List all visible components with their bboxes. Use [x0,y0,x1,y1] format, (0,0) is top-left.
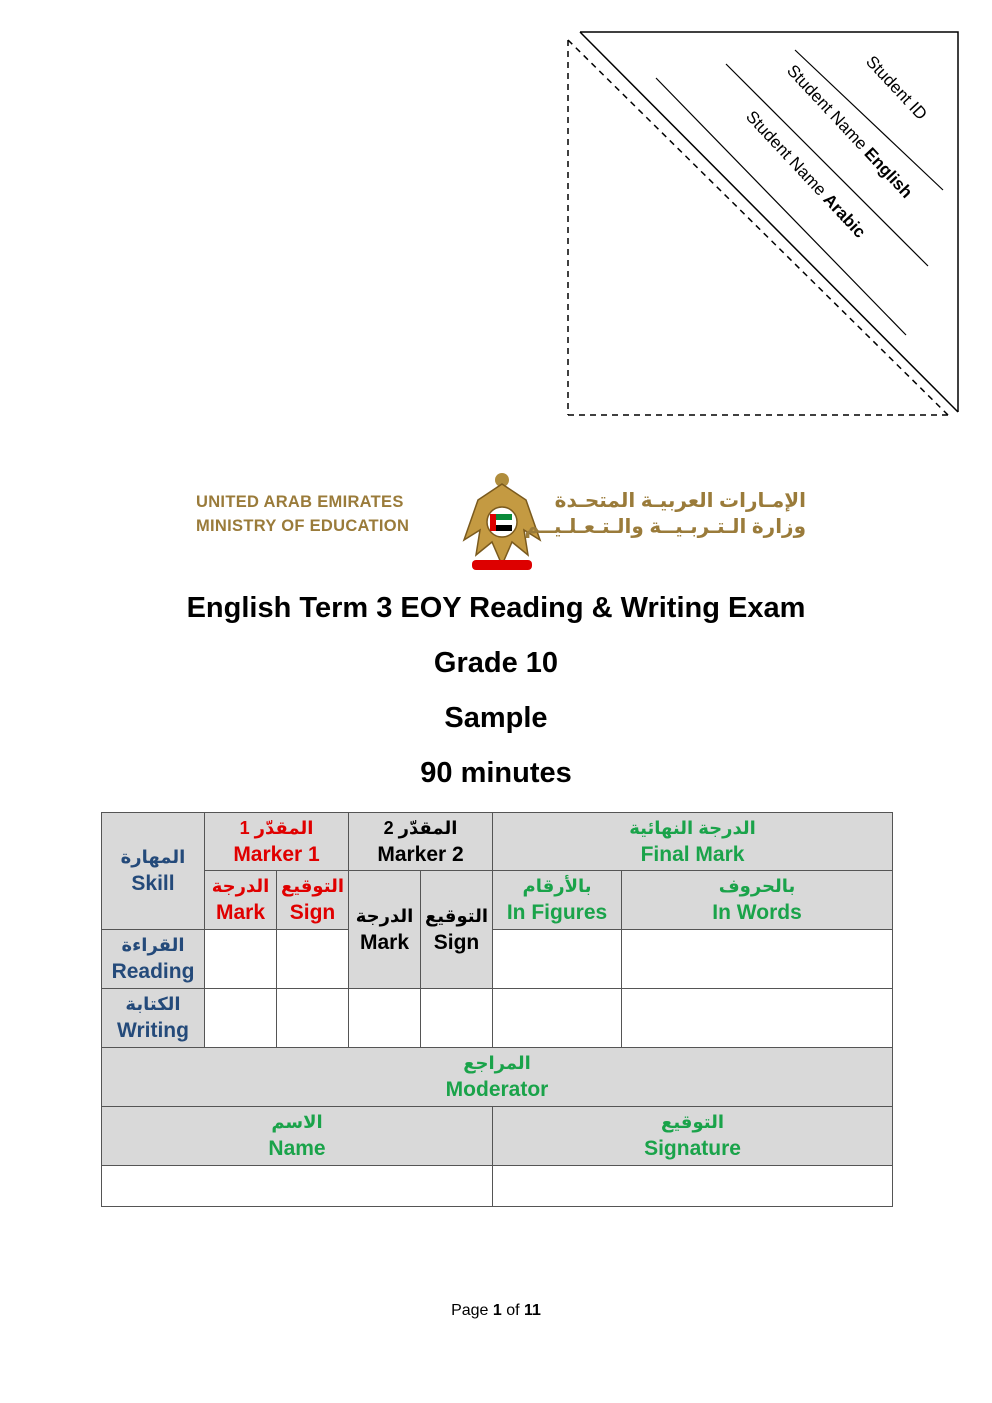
writing-words-cell[interactable] [622,989,893,1048]
student-name-english-label: Student Name English [783,61,917,202]
reading-marker1-sign-cell[interactable] [277,930,349,989]
marker2-sign-header: التوقيع Sign [421,871,493,989]
ministry-logo [196,470,806,575]
marker1-header: المقدّر 1 Marker 1 [205,813,349,871]
sample-title: Sample [444,702,548,734]
exam-title: English Term 3 EOY Reading & Writing Exam [186,592,806,624]
student-info-corner [560,30,965,420]
marker2-mark-header: الدرجة Mark [349,871,421,989]
writing-marker2-mark-cell[interactable] [349,989,421,1048]
final-mark-header: الدرجة النهائية Final Mark [493,813,893,871]
writing-marker1-mark-cell[interactable] [205,989,277,1048]
moderator-name-cell[interactable] [102,1166,493,1207]
student-name-arabic-label: Student Name Arabic [742,107,870,242]
reading-row-label: القراءة Reading [102,930,205,989]
in-figures-header: بالأرقام In Figures [493,871,622,930]
in-words-header: بالحروف In Words [622,871,893,930]
marker1-mark-header: الدرجة Mark [205,871,277,930]
marks-table [101,812,893,1207]
logo-english-text: UNITED ARAB EMIRATES MINISTRY OF EDUCATION [196,493,410,535]
page-footer: Page 1 of 11 [451,1302,541,1319]
marker1-sign-header: التوقيع Sign [277,871,349,930]
logo-arabic-text: الإمـارات العربيـة المتحـدة وزارة الـتـربـيــة والـتـعـلـيــم [524,490,806,538]
writing-marker2-sign-cell[interactable] [421,989,493,1048]
marker2-header: المقدّر 2 Marker 2 [349,813,493,871]
grade-title: Grade 10 [433,647,559,679]
reading-figures-cell[interactable] [493,930,622,989]
moderator-header: المراجع Moderator [102,1048,893,1107]
moderator-signature-cell[interactable] [493,1166,893,1207]
writing-marker1-sign-cell[interactable] [277,989,349,1048]
skill-header: المهارة Skill [102,813,205,930]
reading-words-cell[interactable] [622,930,893,989]
writing-row-label: الكتابة Writing [102,989,205,1048]
reading-marker1-mark-cell[interactable] [205,930,277,989]
moderator-signature-header: التوقيع Signature [493,1107,893,1166]
moderator-name-header: الاسم Name [102,1107,493,1166]
student-id-label: Student ID [862,52,931,124]
duration-title: 90 minutes [420,757,572,789]
writing-figures-cell[interactable] [493,989,622,1048]
